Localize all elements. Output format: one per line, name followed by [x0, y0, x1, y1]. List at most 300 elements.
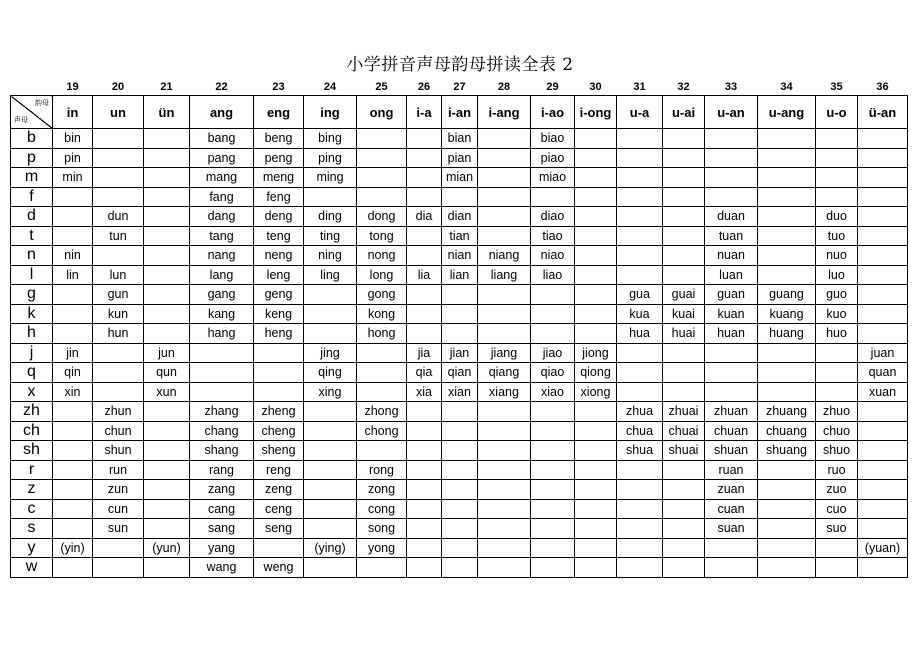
syllable-cell — [816, 558, 858, 578]
final-header: ong — [357, 96, 407, 129]
syllable-cell: shuan — [705, 441, 758, 461]
syllable-cell — [858, 324, 908, 344]
syllable-cell: kang — [190, 304, 254, 324]
syllable-cell — [617, 519, 663, 539]
syllable-cell — [663, 168, 705, 188]
syllable-cell — [190, 363, 254, 383]
syllable-cell — [304, 402, 357, 422]
syllable-cell: nang — [190, 246, 254, 266]
syllable-cell: jun — [144, 343, 190, 363]
syllable-cell — [478, 324, 531, 344]
syllable-cell — [144, 265, 190, 285]
syllable-cell — [407, 480, 442, 500]
syllable-cell: xing — [304, 382, 357, 402]
initial-cell: q — [11, 363, 53, 383]
syllable-cell: zheng — [254, 402, 304, 422]
syllable-cell: qun — [144, 363, 190, 383]
syllable-cell: tun — [93, 226, 144, 246]
syllable-cell: guo — [816, 285, 858, 305]
syllable-cell: tang — [190, 226, 254, 246]
syllable-cell — [758, 499, 816, 519]
syllable-cell: zong — [357, 480, 407, 500]
syllable-cell: quan — [858, 363, 908, 383]
syllable-cell — [758, 480, 816, 500]
syllable-cell: gua — [617, 285, 663, 305]
initial-cell: r — [11, 460, 53, 480]
syllable-cell — [478, 168, 531, 188]
syllable-cell — [407, 499, 442, 519]
syllable-cell — [758, 246, 816, 266]
syllable-cell — [858, 421, 908, 441]
syllable-cell: xiong — [575, 382, 617, 402]
syllable-cell — [93, 148, 144, 168]
syllable-cell — [858, 402, 908, 422]
initial-cell: t — [11, 226, 53, 246]
initial-cell: g — [11, 285, 53, 305]
syllable-cell — [407, 441, 442, 461]
syllable-cell — [705, 148, 758, 168]
syllable-cell: suan — [705, 519, 758, 539]
syllable-cell — [705, 363, 758, 383]
syllable-cell: cuan — [705, 499, 758, 519]
syllable-cell — [663, 148, 705, 168]
syllable-cell — [575, 226, 617, 246]
syllable-cell — [53, 480, 93, 500]
syllable-cell — [816, 363, 858, 383]
syllable-cell — [575, 265, 617, 285]
initial-cell: j — [11, 343, 53, 363]
syllable-cell — [254, 343, 304, 363]
syllable-cell — [304, 480, 357, 500]
syllable-cell: chun — [93, 421, 144, 441]
syllable-cell — [617, 148, 663, 168]
syllable-cell — [442, 499, 478, 519]
syllable-cell: liao — [531, 265, 575, 285]
initial-cell: x — [11, 382, 53, 402]
syllable-cell — [304, 558, 357, 578]
syllable-cell: jia — [407, 343, 442, 363]
syllable-cell — [758, 129, 816, 149]
syllable-cell: qiang — [478, 363, 531, 383]
syllable-cell: xun — [144, 382, 190, 402]
initial-cell: n — [11, 246, 53, 266]
syllable-cell — [93, 382, 144, 402]
syllable-cell: rang — [190, 460, 254, 480]
syllable-cell — [190, 343, 254, 363]
syllable-cell — [442, 324, 478, 344]
syllable-cell — [617, 168, 663, 188]
syllable-cell — [53, 421, 93, 441]
syllable-cell — [816, 148, 858, 168]
syllable-cell: run — [93, 460, 144, 480]
syllable-cell — [705, 168, 758, 188]
syllable-cell — [858, 148, 908, 168]
syllable-cell: cong — [357, 499, 407, 519]
syllable-cell — [407, 519, 442, 539]
syllable-cell — [617, 343, 663, 363]
table-row — [11, 382, 908, 402]
syllable-cell: zeng — [254, 480, 304, 500]
syllable-cell — [858, 480, 908, 500]
column-number: 32 — [677, 80, 690, 93]
syllable-cell: chang — [190, 421, 254, 441]
syllable-cell: shua — [617, 441, 663, 461]
syllable-cell — [93, 558, 144, 578]
syllable-cell — [663, 460, 705, 480]
syllable-cell — [575, 441, 617, 461]
syllable-cell — [758, 168, 816, 188]
syllable-cell: mian — [442, 168, 478, 188]
initial-cell: l — [11, 265, 53, 285]
table-row — [11, 324, 908, 344]
syllable-cell: nin — [53, 246, 93, 266]
syllable-cell — [531, 480, 575, 500]
syllable-cell: tong — [357, 226, 407, 246]
initial-cell: k — [11, 304, 53, 324]
column-number: 34 — [780, 80, 793, 93]
syllable-cell — [407, 421, 442, 441]
syllable-cell — [304, 187, 357, 207]
syllable-cell — [663, 499, 705, 519]
syllable-cell: lian — [442, 265, 478, 285]
syllable-cell — [93, 363, 144, 383]
syllable-cell: teng — [254, 226, 304, 246]
syllable-cell — [93, 187, 144, 207]
syllable-cell — [144, 402, 190, 422]
syllable-cell — [758, 148, 816, 168]
syllable-cell: jiao — [531, 343, 575, 363]
syllable-cell: liang — [478, 265, 531, 285]
syllable-cell: shun — [93, 441, 144, 461]
syllable-cell: pang — [190, 148, 254, 168]
syllable-cell — [617, 265, 663, 285]
syllable-cell — [144, 168, 190, 188]
syllable-cell — [442, 441, 478, 461]
syllable-cell: mang — [190, 168, 254, 188]
syllable-cell — [407, 324, 442, 344]
syllable-cell — [816, 382, 858, 402]
syllable-cell — [357, 363, 407, 383]
column-number: 25 — [375, 80, 388, 93]
syllable-cell: deng — [254, 207, 304, 227]
syllable-cell — [575, 421, 617, 441]
syllable-cell: long — [357, 265, 407, 285]
syllable-cell — [357, 129, 407, 149]
syllable-cell — [304, 441, 357, 461]
syllable-cell: shang — [190, 441, 254, 461]
final-header: u-an — [705, 96, 758, 129]
syllable-cell — [407, 168, 442, 188]
syllable-cell: meng — [254, 168, 304, 188]
table-row — [11, 285, 908, 305]
syllable-cell: tuan — [705, 226, 758, 246]
syllable-cell — [53, 207, 93, 227]
syllable-cell — [93, 343, 144, 363]
syllable-cell — [758, 207, 816, 227]
syllable-cell — [357, 343, 407, 363]
syllable-cell: lia — [407, 265, 442, 285]
syllable-cell — [575, 187, 617, 207]
syllable-cell — [663, 480, 705, 500]
final-header: un — [93, 96, 144, 129]
syllable-cell: reng — [254, 460, 304, 480]
syllable-cell — [575, 148, 617, 168]
syllable-cell: juan — [858, 343, 908, 363]
syllable-cell: guai — [663, 285, 705, 305]
column-number: 28 — [497, 80, 511, 93]
finals-header-row — [11, 96, 908, 129]
syllable-cell: beng — [254, 129, 304, 149]
table-row — [11, 402, 908, 422]
syllable-cell: cun — [93, 499, 144, 519]
syllable-cell: zhua — [617, 402, 663, 422]
syllable-cell: hua — [617, 324, 663, 344]
column-number-row — [11, 78, 908, 96]
table-row — [11, 363, 908, 383]
syllable-cell: (yuan) — [858, 538, 908, 558]
syllable-cell: huang — [758, 324, 816, 344]
table-row — [11, 558, 908, 578]
syllable-cell: kun — [93, 304, 144, 324]
syllable-cell: chuo — [816, 421, 858, 441]
syllable-cell: zhang — [190, 402, 254, 422]
syllable-cell: zhuan — [705, 402, 758, 422]
syllable-cell — [442, 402, 478, 422]
syllable-cell — [705, 558, 758, 578]
syllable-cell: cheng — [254, 421, 304, 441]
syllable-cell — [617, 363, 663, 383]
syllable-cell: weng — [254, 558, 304, 578]
final-header: u-ang — [758, 96, 816, 129]
syllable-cell — [357, 382, 407, 402]
syllable-cell: hong — [357, 324, 407, 344]
syllable-cell — [575, 460, 617, 480]
column-number: 30 — [589, 80, 602, 93]
syllable-cell: shuang — [758, 441, 816, 461]
corner-label-initials: 声母 — [14, 116, 28, 124]
syllable-cell — [478, 226, 531, 246]
column-number: 35 — [830, 80, 843, 93]
syllable-cell: zhuo — [816, 402, 858, 422]
syllable-cell — [663, 558, 705, 578]
syllable-cell: xian — [442, 382, 478, 402]
syllable-cell — [442, 285, 478, 305]
syllable-cell: kuang — [758, 304, 816, 324]
syllable-cell — [407, 148, 442, 168]
syllable-cell — [575, 324, 617, 344]
syllable-cell — [663, 382, 705, 402]
syllable-cell — [442, 519, 478, 539]
syllable-cell: bang — [190, 129, 254, 149]
syllable-cell: lang — [190, 265, 254, 285]
syllable-cell — [617, 480, 663, 500]
syllable-cell — [617, 226, 663, 246]
syllable-cell: pian — [442, 148, 478, 168]
syllable-cell — [758, 187, 816, 207]
syllable-cell: diao — [531, 207, 575, 227]
syllable-cell — [858, 285, 908, 305]
syllable-cell — [816, 129, 858, 149]
syllable-cell: cuo — [816, 499, 858, 519]
syllable-cell — [304, 499, 357, 519]
syllable-cell: nong — [357, 246, 407, 266]
syllable-cell: jiang — [478, 343, 531, 363]
column-number: 19 — [66, 80, 79, 93]
syllable-cell: song — [357, 519, 407, 539]
syllable-cell: ruan — [705, 460, 758, 480]
syllable-cell: dong — [357, 207, 407, 227]
syllable-cell: leng — [254, 265, 304, 285]
syllable-cell — [144, 480, 190, 500]
syllable-cell: guan — [705, 285, 758, 305]
syllable-cell: chuang — [758, 421, 816, 441]
syllable-cell — [531, 324, 575, 344]
table-row — [11, 129, 908, 149]
syllable-cell — [357, 558, 407, 578]
syllable-cell — [663, 187, 705, 207]
column-number: 36 — [876, 80, 889, 93]
syllable-cell — [531, 304, 575, 324]
syllable-cell — [93, 538, 144, 558]
final-header: i-an — [442, 96, 478, 129]
syllable-cell — [442, 558, 478, 578]
syllable-cell: nuo — [816, 246, 858, 266]
syllable-cell — [93, 129, 144, 149]
syllable-cell: lin — [53, 265, 93, 285]
table-row — [11, 519, 908, 539]
syllable-cell — [531, 402, 575, 422]
syllable-cell — [478, 207, 531, 227]
syllable-cell: qing — [304, 363, 357, 383]
syllable-cell — [144, 207, 190, 227]
syllable-cell — [858, 226, 908, 246]
page-title: 小学拼音声母韵母拼读全表 2 — [346, 55, 574, 75]
syllable-cell — [531, 421, 575, 441]
syllable-cell — [144, 148, 190, 168]
syllable-cell: ruo — [816, 460, 858, 480]
syllable-cell — [816, 538, 858, 558]
syllable-cell — [663, 226, 705, 246]
syllable-cell — [858, 168, 908, 188]
syllable-cell: qian — [442, 363, 478, 383]
syllable-cell — [816, 343, 858, 363]
syllable-cell — [758, 265, 816, 285]
initial-cell: s — [11, 519, 53, 539]
syllable-cell: bing — [304, 129, 357, 149]
syllable-cell — [858, 265, 908, 285]
syllable-cell — [575, 402, 617, 422]
syllable-cell: luo — [816, 265, 858, 285]
syllable-cell — [93, 168, 144, 188]
final-header: i-ong — [575, 96, 617, 129]
syllable-cell: dian — [442, 207, 478, 227]
syllable-cell: fang — [190, 187, 254, 207]
syllable-cell — [531, 558, 575, 578]
syllable-cell — [758, 363, 816, 383]
column-number: 20 — [111, 80, 125, 93]
syllable-cell — [478, 441, 531, 461]
syllable-cell: huai — [663, 324, 705, 344]
syllable-cell — [254, 538, 304, 558]
syllable-cell — [531, 460, 575, 480]
syllable-cell: huan — [705, 324, 758, 344]
syllable-cell: keng — [254, 304, 304, 324]
syllable-cell — [617, 187, 663, 207]
syllable-cell — [617, 460, 663, 480]
syllable-cell — [816, 187, 858, 207]
syllable-cell — [758, 226, 816, 246]
syllable-cell: bin — [53, 129, 93, 149]
syllable-cell — [758, 538, 816, 558]
syllable-cell — [858, 129, 908, 149]
syllable-cell — [144, 558, 190, 578]
syllable-cell: jiong — [575, 343, 617, 363]
syllable-cell — [190, 382, 254, 402]
syllable-cell: bian — [442, 129, 478, 149]
syllable-cell — [93, 246, 144, 266]
syllable-cell: tuo — [816, 226, 858, 246]
table-row — [11, 460, 908, 480]
initial-cell: m — [11, 168, 53, 188]
initial-cell: b — [11, 129, 53, 149]
syllable-cell — [407, 558, 442, 578]
syllable-cell: dun — [93, 207, 144, 227]
syllable-cell — [705, 343, 758, 363]
syllable-cell — [407, 538, 442, 558]
syllable-cell: qia — [407, 363, 442, 383]
syllable-cell: suo — [816, 519, 858, 539]
syllable-cell: lun — [93, 265, 144, 285]
syllable-cell: ting — [304, 226, 357, 246]
syllable-cell — [144, 187, 190, 207]
syllable-cell — [816, 168, 858, 188]
initial-cell: z — [11, 480, 53, 500]
syllable-cell: ming — [304, 168, 357, 188]
syllable-cell — [53, 441, 93, 461]
syllable-cell — [531, 441, 575, 461]
syllable-cell — [705, 187, 758, 207]
syllable-cell — [304, 304, 357, 324]
syllable-cell: chuan — [705, 421, 758, 441]
syllable-cell — [478, 187, 531, 207]
corner-header-cell — [11, 96, 53, 129]
final-header: u-a — [617, 96, 663, 129]
syllable-cell: cang — [190, 499, 254, 519]
syllable-cell — [407, 304, 442, 324]
syllable-cell: nuan — [705, 246, 758, 266]
syllable-cell: zhong — [357, 402, 407, 422]
syllable-cell — [663, 246, 705, 266]
syllable-cell — [478, 558, 531, 578]
syllable-cell — [478, 499, 531, 519]
syllable-cell — [53, 285, 93, 305]
table-row — [11, 304, 908, 324]
final-header: i-ao — [531, 96, 575, 129]
syllable-cell: shuo — [816, 441, 858, 461]
syllable-cell: feng — [254, 187, 304, 207]
syllable-cell — [442, 460, 478, 480]
syllable-cell: xiao — [531, 382, 575, 402]
table-row — [11, 148, 908, 168]
syllable-cell — [53, 187, 93, 207]
syllable-cell — [617, 246, 663, 266]
syllable-cell: ping — [304, 148, 357, 168]
syllable-cell — [144, 421, 190, 441]
syllable-cell: zhuang — [758, 402, 816, 422]
syllable-cell: kuai — [663, 304, 705, 324]
column-number: 31 — [633, 80, 646, 93]
syllable-cell: kuo — [816, 304, 858, 324]
